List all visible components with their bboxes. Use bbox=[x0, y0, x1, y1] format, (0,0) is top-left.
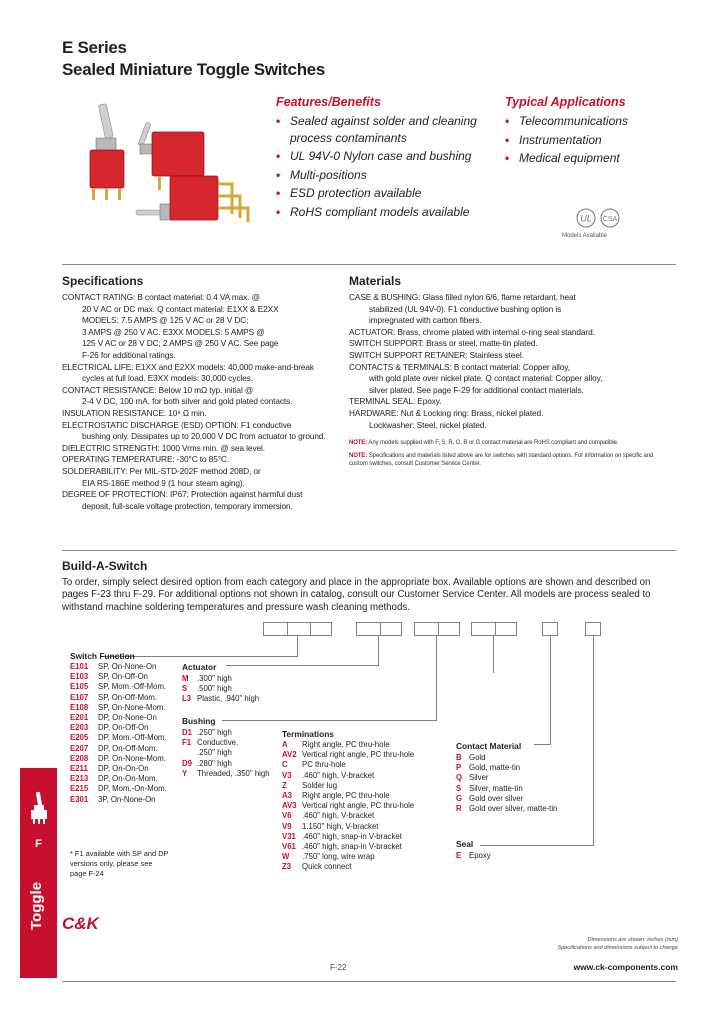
option-code: D1 bbox=[182, 728, 192, 737]
features-heading: Features/Benefits bbox=[276, 95, 381, 109]
option-code: L3 bbox=[182, 694, 192, 704]
option-desc: 3P, On-None-On bbox=[98, 794, 156, 804]
option-desc: Vertical right angle, PC thru-hole bbox=[302, 801, 415, 811]
spec-line: deposit, full-scale voltage protection, temporary immersion. bbox=[82, 500, 293, 511]
option-code: S bbox=[456, 783, 462, 793]
option-row bbox=[182, 748, 270, 758]
leader-line bbox=[593, 636, 594, 846]
option-row bbox=[70, 764, 167, 774]
option-desc: Quick connect bbox=[302, 862, 352, 872]
materials-note-2 bbox=[349, 452, 659, 468]
spec-line: F-26 for additional ratings. bbox=[82, 349, 176, 360]
material-line: impregnated with carbon fibers. bbox=[369, 315, 482, 326]
option-code: V61 bbox=[282, 842, 296, 852]
option-row bbox=[282, 760, 414, 770]
applications-section bbox=[505, 95, 665, 168]
option-row bbox=[456, 773, 557, 783]
material-line: Lockwasher: Steel, nickel plated. bbox=[369, 419, 487, 430]
spec-line: ELECTRICAL LIFE: E1XX and E2XX models: 40,000 make-and-break bbox=[62, 361, 314, 372]
option-desc: Silver, matte-tin bbox=[469, 783, 523, 793]
option-row bbox=[70, 774, 167, 784]
option-code: P bbox=[456, 763, 462, 773]
spec-line: SOLDERABILITY: Per MIL-STD-202F method 208D, or bbox=[62, 465, 261, 476]
footer-disclaimer bbox=[490, 936, 678, 952]
option-row bbox=[70, 795, 167, 805]
application-item: • Instrumentation bbox=[505, 131, 665, 150]
spec-line: MODELS: 7.5 AMPS @ 125 V AC or 28 V DC; bbox=[82, 315, 249, 326]
feature-item: • Multi-positions bbox=[276, 166, 496, 185]
brand-logo: C&K bbox=[62, 914, 99, 933]
option-desc: .460" high, V-bracket bbox=[302, 811, 375, 821]
material-line: CASE & BUSHING: Glass filled nylon 6/6, flame retardant, heat bbox=[349, 292, 576, 302]
option-code: C bbox=[282, 760, 288, 770]
option-row bbox=[70, 693, 167, 703]
switch-function-heading: Switch Function bbox=[70, 651, 135, 661]
option-desc: .300" high bbox=[197, 674, 232, 683]
option-desc: DP, On-Off-On bbox=[98, 723, 149, 733]
order-box-contact-material bbox=[542, 622, 558, 636]
materials-body bbox=[349, 292, 659, 468]
note-text: Any models supplied with F, S, R, G, B or G contact material are RoHS compliant and compatible. bbox=[368, 440, 619, 447]
leader-line bbox=[226, 665, 379, 666]
certification-note: Models Available bbox=[562, 233, 607, 239]
option-code: E207 bbox=[70, 743, 89, 753]
option-row bbox=[282, 791, 414, 801]
option-desc: DP, On-None-Mom. bbox=[98, 753, 166, 763]
website-link[interactable]: www.ck-components.com bbox=[573, 962, 678, 972]
material-line: silver plated. See page F-29 for additional contact materials. bbox=[369, 384, 584, 395]
spec-line: cycles at full load. E3XX models: 30,000 cycles. bbox=[82, 373, 253, 384]
option-row bbox=[456, 804, 557, 814]
option-code: E107 bbox=[70, 692, 89, 702]
build-a-switch-heading: Build-A-Switch bbox=[62, 559, 148, 573]
option-row bbox=[456, 784, 557, 794]
terminations-heading: Terminations bbox=[282, 729, 334, 739]
material-line: with gold plate over nickel plate. Q contact material: Copper alloy, bbox=[369, 373, 603, 384]
option-code: W bbox=[282, 852, 290, 862]
option-code: E301 bbox=[70, 794, 89, 804]
page-title-line1: E Series bbox=[62, 38, 127, 57]
specifications-body bbox=[62, 292, 342, 512]
contact-material-heading: Contact Material bbox=[456, 741, 522, 751]
option-desc: SP, On-Off-Mom. bbox=[98, 692, 158, 702]
order-box-bushing bbox=[414, 622, 460, 636]
option-desc: DP, Mom.-Off-Mom. bbox=[98, 733, 167, 743]
option-desc: SP, On-Off-On bbox=[98, 672, 148, 682]
option-row bbox=[182, 728, 270, 738]
spec-line: INSULATION RESISTANCE: 10⁹ Ω min. bbox=[62, 407, 207, 418]
divider bbox=[62, 550, 676, 551]
option-code: E213 bbox=[70, 774, 89, 784]
leader-line bbox=[493, 636, 494, 673]
spec-line: EIA RS-186E method 9 (1 hour steam aging). bbox=[82, 477, 245, 488]
product-photo bbox=[62, 92, 262, 252]
option-code: E105 bbox=[70, 682, 89, 692]
option-desc: Threaded, .350" high bbox=[197, 768, 270, 778]
option-desc: Right angle, PC thru-hole bbox=[302, 791, 390, 801]
option-desc: .460" high, snap-in V-bracket bbox=[302, 831, 402, 841]
option-code: E108 bbox=[70, 702, 89, 712]
option-code: F1 bbox=[182, 738, 192, 748]
feature-item: process contaminants bbox=[290, 130, 407, 145]
seal-heading: Seal bbox=[456, 839, 474, 849]
leader-line bbox=[436, 636, 437, 721]
feature-item: • Sealed against solder and cleaning bbox=[276, 112, 496, 131]
option-row bbox=[70, 744, 167, 754]
option-desc: DP, On-None-On bbox=[98, 713, 157, 723]
option-desc: Conductive, bbox=[197, 738, 239, 748]
option-desc: SP, On-None-On bbox=[98, 662, 157, 671]
option-row bbox=[70, 682, 167, 692]
spec-line: 20 V AC or DC max. Q contact material: E1XX & E2XX bbox=[82, 303, 279, 314]
section-tab-word: Toggle bbox=[28, 881, 45, 930]
feature-item: • UL 94V-0 Nylon case and bushing bbox=[276, 147, 496, 166]
option-code: E211 bbox=[70, 764, 88, 774]
option-row bbox=[282, 801, 414, 811]
option-desc: Plastic, .940" high bbox=[197, 694, 260, 704]
option-row bbox=[456, 763, 557, 773]
order-box-actuator bbox=[356, 622, 402, 636]
option-row bbox=[282, 811, 414, 821]
option-row bbox=[182, 769, 270, 779]
leader-line bbox=[222, 720, 437, 721]
option-desc: 1.150" high, V-bracket bbox=[302, 821, 379, 831]
footnote: * F1 available with SP and DP versions only, please see page F-24 bbox=[70, 849, 169, 878]
option-code: E201 bbox=[70, 713, 89, 723]
applications-list bbox=[505, 112, 665, 168]
option-code: Y bbox=[182, 768, 188, 778]
option-desc: .460" high, V-bracket bbox=[302, 770, 375, 780]
applications-heading: Typical Applications bbox=[505, 95, 626, 109]
option-desc: DP, On-On-Mom. bbox=[98, 774, 158, 784]
option-desc: Vertical right angle, PC thru-hole bbox=[302, 750, 415, 760]
feature-item: • RoHS compliant models available bbox=[276, 203, 496, 222]
option-row bbox=[182, 738, 270, 748]
option-code: AV3 bbox=[282, 801, 297, 811]
page-number: F-22 bbox=[330, 963, 347, 972]
option-row bbox=[70, 784, 167, 794]
option-desc: SP, Mom.-Off-Mom. bbox=[98, 682, 167, 692]
seal-options bbox=[456, 851, 491, 861]
spec-line: CONTACT RATING: B contact material: 0.4 VA max. @ bbox=[62, 292, 260, 302]
option-desc: Solder lug bbox=[302, 780, 338, 790]
spec-line: OPERATING TEMPERATURE: -30°C to 85°C. bbox=[62, 454, 230, 465]
actuator-heading: Actuator bbox=[182, 662, 217, 672]
option-code: R bbox=[456, 804, 462, 814]
option-code: E205 bbox=[70, 733, 89, 743]
leader-line bbox=[378, 636, 379, 666]
material-line: stabilized (UL 94V-0). F1 conductive bushing option is bbox=[369, 303, 562, 314]
option-row bbox=[456, 851, 491, 861]
option-row bbox=[282, 862, 414, 872]
option-desc: .280" high bbox=[197, 758, 232, 768]
bushing-options bbox=[182, 728, 270, 779]
switch-function-options bbox=[70, 662, 167, 805]
leader-line bbox=[534, 744, 551, 745]
option-row bbox=[282, 781, 414, 791]
option-desc: DP, On-Off-Mom. bbox=[98, 743, 158, 753]
application-item: • Medical equipment bbox=[505, 149, 665, 168]
note-text: Specifications and materials listed above are for switches with standard options. For information on specific and custom switches, consult Customer Service Center. bbox=[349, 453, 654, 468]
spec-line: ELECTROSTATIC DISCHARGE (ESD) OPTION: F1 conductive bbox=[62, 419, 292, 430]
option-code: G bbox=[456, 793, 463, 803]
option-desc: Gold over silver bbox=[469, 793, 524, 803]
spec-line: 2-4 V DC, 100 mA, for both silver and gold plated contacts. bbox=[82, 396, 293, 407]
option-desc: .250" high bbox=[197, 728, 232, 737]
option-desc: DP, On-On-On bbox=[98, 764, 149, 774]
option-row bbox=[70, 672, 167, 682]
order-box-seal bbox=[585, 622, 601, 636]
option-row bbox=[282, 740, 414, 750]
option-row bbox=[282, 771, 414, 781]
option-row bbox=[70, 723, 167, 733]
note-label: NOTE: bbox=[349, 453, 368, 460]
specifications-heading: Specifications bbox=[62, 274, 144, 288]
option-row bbox=[182, 694, 259, 704]
option-desc: Silver bbox=[469, 773, 489, 783]
leader-line bbox=[480, 845, 594, 846]
option-desc: Gold, matte-tin bbox=[469, 763, 521, 773]
option-row bbox=[282, 750, 414, 760]
order-box-terminations bbox=[471, 622, 517, 636]
toggle-switch-icon bbox=[28, 790, 50, 826]
option-row bbox=[70, 754, 167, 764]
spec-line: DIELECTRIC STRENGTH: 1000 Vrms min. @ sea level. bbox=[62, 442, 265, 453]
footer-divider bbox=[62, 981, 676, 982]
svg-text:CSA: CSA bbox=[602, 216, 618, 223]
option-code: V9 bbox=[282, 821, 292, 831]
option-code: E203 bbox=[70, 723, 89, 733]
material-line: HARDWARE: Nut & Locking ring: Brass, nickel plated. bbox=[349, 407, 544, 418]
option-code: Q bbox=[456, 773, 463, 783]
material-line: SWITCH SUPPORT: Brass or steel, matte-tin plated. bbox=[349, 338, 538, 349]
option-row bbox=[282, 822, 414, 832]
option-desc: .250" high bbox=[197, 748, 232, 758]
features-list bbox=[276, 112, 496, 221]
spec-line: DEGREE OF PROTECTION: IP67; Protection against harmful dust bbox=[62, 489, 303, 500]
option-row bbox=[282, 832, 414, 842]
terminations-options bbox=[282, 740, 414, 873]
note-label: NOTE: bbox=[349, 440, 368, 447]
material-line: TERMINAL SEAL: Epoxy. bbox=[349, 396, 442, 407]
option-code: B bbox=[456, 753, 462, 762]
option-row bbox=[70, 662, 167, 672]
svg-text:UL: UL bbox=[580, 213, 592, 224]
spec-line: CONTACT RESISTANCE: Below 10 mΩ typ. initial @ bbox=[62, 384, 254, 395]
option-row bbox=[70, 733, 167, 743]
option-code: V3 bbox=[282, 770, 292, 780]
option-code: M bbox=[182, 674, 189, 683]
option-row bbox=[456, 794, 557, 804]
option-desc: .460" high, snap-in V-bracket bbox=[302, 842, 402, 852]
option-code: AV2 bbox=[282, 750, 297, 760]
order-box-switch-function bbox=[263, 622, 332, 636]
option-desc: Epoxy bbox=[469, 851, 491, 860]
application-item: • Telecommunications bbox=[505, 112, 665, 131]
material-line: ACTUATOR: Brass, chrome plated with internal o-ring seal standard. bbox=[349, 326, 595, 337]
spec-line: 3 AMPS @ 250 V AC. E3XX MODELS: 5 AMPS @ bbox=[82, 326, 265, 337]
option-code: S bbox=[182, 684, 188, 694]
option-desc: .750" long, wire wrap bbox=[302, 852, 375, 862]
option-desc: .500" high bbox=[197, 684, 232, 694]
leader-line bbox=[550, 636, 551, 745]
page-title-line2: Sealed Miniature Toggle Switches bbox=[62, 60, 326, 79]
divider bbox=[62, 264, 676, 265]
option-row bbox=[70, 703, 167, 713]
material-line: SWITCH SUPPORT RETAINER: Stainless steel. bbox=[349, 349, 524, 360]
option-desc: Gold over silver, matte-tin bbox=[469, 804, 558, 814]
disclaimer-line: Specifications and dimensions subject to change bbox=[557, 945, 678, 951]
option-row bbox=[182, 759, 270, 769]
spec-line: bushing only. Dissipates up to 20,000 V DC from actuator to ground. bbox=[82, 431, 326, 442]
option-row bbox=[70, 713, 167, 723]
features-section bbox=[276, 95, 496, 221]
option-desc: Right angle, PC thru-hole bbox=[302, 740, 390, 749]
option-code: A bbox=[282, 740, 288, 749]
certification-marks-icon bbox=[566, 206, 642, 246]
option-code: E bbox=[456, 851, 462, 860]
section-tab-letter: F bbox=[35, 838, 42, 850]
option-desc: SP, On-None-Mom. bbox=[98, 702, 166, 712]
disclaimer-line: Dimensions are shown: inches (mm) bbox=[587, 937, 678, 943]
bushing-heading: Bushing bbox=[182, 716, 216, 726]
materials-heading: Materials bbox=[349, 274, 402, 288]
option-row bbox=[282, 842, 414, 852]
option-code: Z bbox=[282, 780, 287, 790]
option-row bbox=[456, 753, 557, 763]
option-code: V31 bbox=[282, 831, 296, 841]
leader-line bbox=[297, 636, 298, 657]
spec-line: 125 V AC or 28 V DC; 2 AMPS @ 250 V AC. See page bbox=[82, 338, 279, 349]
option-row bbox=[282, 852, 414, 862]
option-code: V6 bbox=[282, 811, 292, 821]
feature-item: • ESD protection available bbox=[276, 184, 496, 203]
option-row bbox=[182, 674, 259, 684]
option-code: Z3 bbox=[282, 862, 292, 872]
option-desc: DP, Mom.-On-Mom. bbox=[98, 784, 167, 794]
option-desc: Gold bbox=[469, 753, 486, 762]
material-line: CONTACTS & TERMINALS: B contact material: Copper alloy, bbox=[349, 361, 570, 372]
option-desc: PC thru-hole bbox=[302, 760, 346, 770]
option-code: E101 bbox=[70, 662, 89, 671]
option-code: E208 bbox=[70, 753, 89, 763]
option-code: A3 bbox=[282, 791, 292, 801]
contact-material-options bbox=[456, 753, 557, 814]
option-code: E215 bbox=[70, 784, 89, 794]
actuator-options bbox=[182, 674, 259, 705]
materials-note-1 bbox=[349, 439, 659, 447]
option-code: E103 bbox=[70, 672, 89, 682]
option-row bbox=[182, 684, 259, 694]
option-code: D9 bbox=[182, 758, 192, 768]
build-a-switch-intro: To order, simply select desired option from each category and place in the appropriate box. Available options are shown and described on pages F-23 thru F-29. For additional options not shown in catalog, consult our Customer Service Center. All models are process sealed to withstand machine soldering temperatures and pressure wash cleaning methods. bbox=[62, 577, 651, 613]
